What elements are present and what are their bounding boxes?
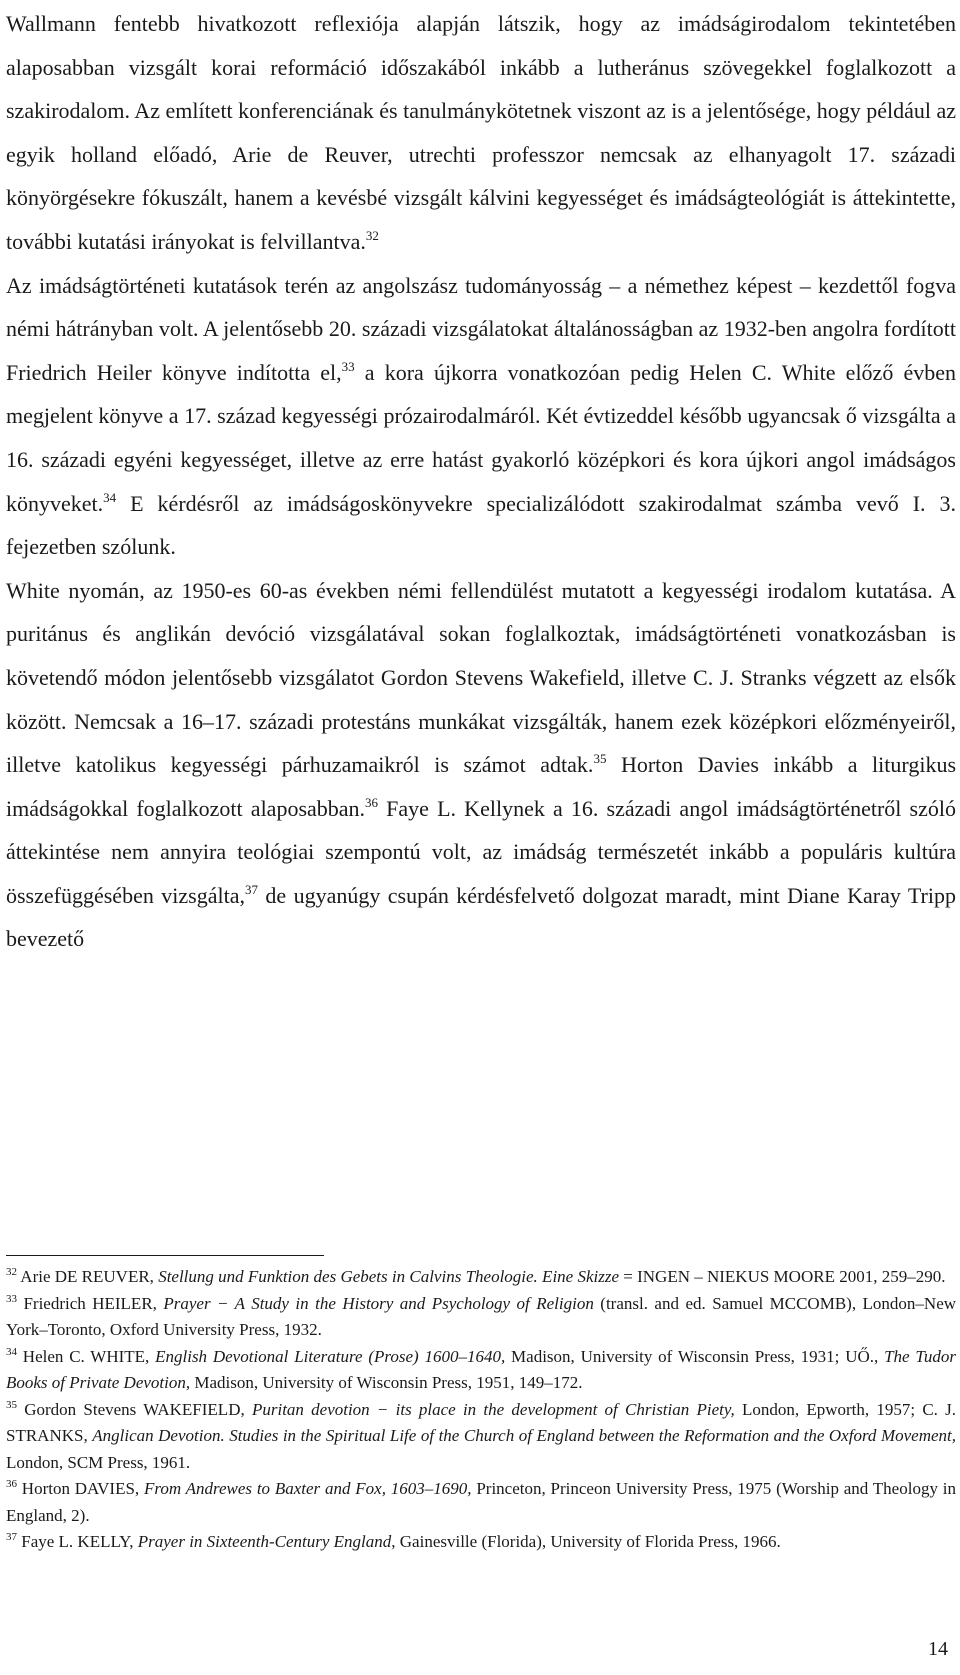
- title-italic: Prayer − A Study in the History and Psychology of Religion: [163, 1293, 594, 1313]
- text-run: E kérdésről az imádságoskönyvekre specializálódott szakirodalmat számba vevő I. 3. fejezetben szólunk.: [6, 490, 956, 560]
- title-italic: Puritan devotion − its place in the development of Christian Piety,: [251, 1399, 735, 1419]
- footnote-separator: [6, 1255, 324, 1256]
- title-italic: English Devotional Literature (Prose) 1600–1640,: [155, 1346, 506, 1366]
- footnote-ref-34[interactable]: 34: [103, 489, 117, 505]
- text-run: Helen C. WHITE,: [17, 1346, 156, 1366]
- title-italic: Stellung und Funktion des Gebets in Calvins Theologie. Eine Skizze: [158, 1267, 620, 1286]
- footnote-34: [6, 1344, 956, 1397]
- footnote-number: 37: [6, 1531, 17, 1543]
- text-run: Madison, University of Wisconsin Press, 1951, 149–172.: [190, 1373, 583, 1392]
- text-run: London, Epworth, 1957; C. J. STRANKS,: [6, 1399, 957, 1445]
- text-run: (transl. and ed. Samuel MCCOMB), London–New York–Toronto, Oxford University Press, 1932.: [6, 1293, 957, 1339]
- title-italic: Prayer in Sixteenth-Century England: [137, 1532, 392, 1551]
- text-run: = INGEN – NIEKUS MOORE 2001, 259–290.: [619, 1267, 946, 1286]
- footnotes: [6, 1264, 956, 1556]
- text-run: Madison, University of Wisconsin Press, 1931; UŐ.,: [505, 1346, 885, 1366]
- text-run: Friedrich HEILER,: [17, 1293, 164, 1313]
- text-run: Az imádságtörténeti kutatások terén az angolszász tudományosság – a némethez képest – kezdettől fogva némi hátrányban volt. A jelentősebb 20. századi vizsgálatokat általánosságban az 1932-ben angolra fordított Friedrich Heiler könyve indította el,: [6, 272, 956, 385]
- title-italic: The Tudor Books of Private Devotion,: [6, 1346, 956, 1392]
- paragraph-2: [6, 264, 956, 569]
- text-run: de ugyanúgy csupán kérdésfelvető dolgozat maradt, mint Diane Karay Tripp bevezető: [6, 882, 956, 952]
- footnote-number: 32: [6, 1266, 17, 1278]
- paragraph-1: [6, 2, 956, 264]
- title-italic: From Andrewes to Baxter and Fox, 1603–1690,: [143, 1479, 472, 1498]
- footnote-32: [6, 1264, 956, 1291]
- text-run: a kora újkorra vonatkozóan pedig Helen C. White előző évben megjelent könyve a 17. század kegyességi prózairodalmáról. Két évtizeddel később ugyancsak ő vizsgálta a 16. századi egyéni kegyességet, illetve az erre hatást gyakorló középkori és kora újkori angol imádságos könyveket.: [6, 359, 956, 516]
- footnote-ref-32[interactable]: 32: [365, 227, 379, 243]
- text-run: Faye L. Kellynek a 16. századi angol imádságtörténetről szóló áttekintése nem annyira teológiai szempontú volt, az imádság természetét inkább a populáris kultúra összefüggésében vizsgálta,: [6, 795, 956, 908]
- paragraph-3: [6, 569, 956, 961]
- text-run: , Gainesville (Florida), University of Florida Press, 1966.: [391, 1532, 781, 1551]
- text-run: Wallmann fentebb hivatkozott reflexiója alapján látszik, hogy az imádságirodalom tekintetében alaposabban vizsgált korai reformáció időszakából inkább a lutheránus szövegekkel foglalkozott a szakirodalom. Az említett konferenciának és tanulmánykötetnek viszont az is a jelentősége, hogy például az egyik holland előadó, Arie de Reuver, utrechti professzor nemcsak az elhanyagolt 17. századi könyörgésekre fókuszált, hanem a kevésbé vizsgált kálvini kegyességet és imádságteológiát is áttekintette, további kutatási irányokat is felvillantva.: [6, 11, 956, 254]
- footnote-36: [6, 1476, 956, 1529]
- text-run: Princeton, Princeon University Press, 1975 (Worship and Theology in England, 2).: [6, 1479, 956, 1525]
- page-number: 14: [928, 1638, 948, 1660]
- footnote-number: 34: [6, 1345, 17, 1358]
- footnote-ref-36[interactable]: 36: [365, 794, 379, 810]
- footnote-ref-35[interactable]: 35: [593, 751, 607, 767]
- footnote-37: [6, 1529, 956, 1556]
- document-page: [6, 0, 956, 961]
- footnote-ref-37[interactable]: 37: [244, 881, 258, 897]
- body-text: [6, 0, 956, 961]
- text-run: White nyomán, az 1950-es 60-as években némi fellendülést mutatott a kegyességi irodalom kutatása. A puritánus és anglikán devóció vizsgálatával sokan foglalkoztak, imádságtörténeti vonatkozásban is követendő módon jelentősebb vizsgálatot Gordon Stevens Wakefield, illetve C. J. Stranks végzett az elsők között. Nemcsak a 16–17. századi protestáns munkákat vizsgálták, hanem ezek középkori előzményeiről, illetve katolikus kegyességi párhuzamaikról is számot adtak.: [6, 577, 956, 778]
- footnote-ref-33[interactable]: 33: [341, 358, 355, 374]
- footnote-number: 33: [6, 1292, 17, 1305]
- text-run: Horton DAVIES,: [17, 1479, 144, 1498]
- text-run: Faye L. KELLY,: [17, 1532, 138, 1551]
- text-run: Arie DE REUVER,: [17, 1267, 159, 1286]
- footnote-35: [6, 1397, 956, 1477]
- footnote-number: 35: [6, 1398, 17, 1411]
- text-run: London, SCM Press, 1961.: [6, 1452, 191, 1472]
- text-run: Horton Davies inkább a liturgikus imádságokkal foglalkozott alaposabban.: [6, 752, 956, 821]
- footnote-number: 36: [6, 1478, 17, 1490]
- footnote-33: [6, 1291, 956, 1344]
- text-run: Gordon Stevens WAKEFIELD,: [17, 1399, 252, 1419]
- title-italic: Anglican Devotion. Studies in the Spiritual Life of the Church of England between the Reformation and the Oxford Movement,: [92, 1426, 956, 1445]
